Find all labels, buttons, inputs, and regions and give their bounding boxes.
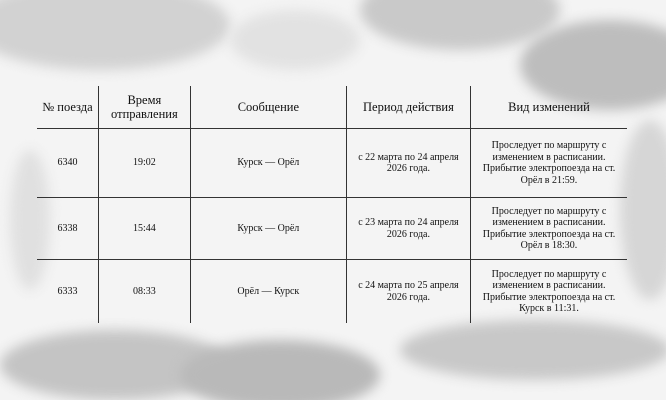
table-header-row (37, 86, 627, 129)
change-description: Проследует по маршруту с изменением в расписании. Прибытие электропоезда на ст. Орёл в 21:59. (470, 129, 627, 198)
route: Орёл — Курск (190, 260, 346, 324)
route: Курск — Орёл (190, 129, 346, 198)
header-change-type: Вид изменений (470, 86, 627, 129)
change-description: Проследует по маршруту с изменением в расписании. Прибытие электропоезда на ст. Курск в 11:31. (470, 260, 627, 324)
header-departure-time: Время отправления (98, 86, 190, 129)
period: с 24 марта по 25 апреля 2026 года. (346, 260, 470, 324)
departure-time: 19:02 (98, 129, 190, 198)
train-number: 6338 (37, 198, 98, 260)
period: с 23 марта по 24 апреля 2026 года. (346, 198, 470, 260)
table-row (37, 129, 627, 198)
period: с 22 марта по 24 апреля 2026 года. (346, 129, 470, 198)
departure-time: 08:33 (98, 260, 190, 324)
train-number: 6340 (37, 129, 98, 198)
header-train-number: № поезда (37, 86, 98, 129)
departure-time: 15:44 (98, 198, 190, 260)
table-row (37, 198, 627, 260)
header-period: Период действия (346, 86, 470, 129)
schedule-table (37, 86, 627, 323)
train-number: 6333 (57, 285, 78, 297)
route: Курск — Орёл (190, 198, 346, 260)
table-row (37, 260, 627, 324)
header-route: Сообщение (190, 86, 346, 129)
change-description: Проследует по маршруту с изменением в расписании. Прибытие электропоезда на ст. Орёл в 18:30. (470, 198, 627, 260)
